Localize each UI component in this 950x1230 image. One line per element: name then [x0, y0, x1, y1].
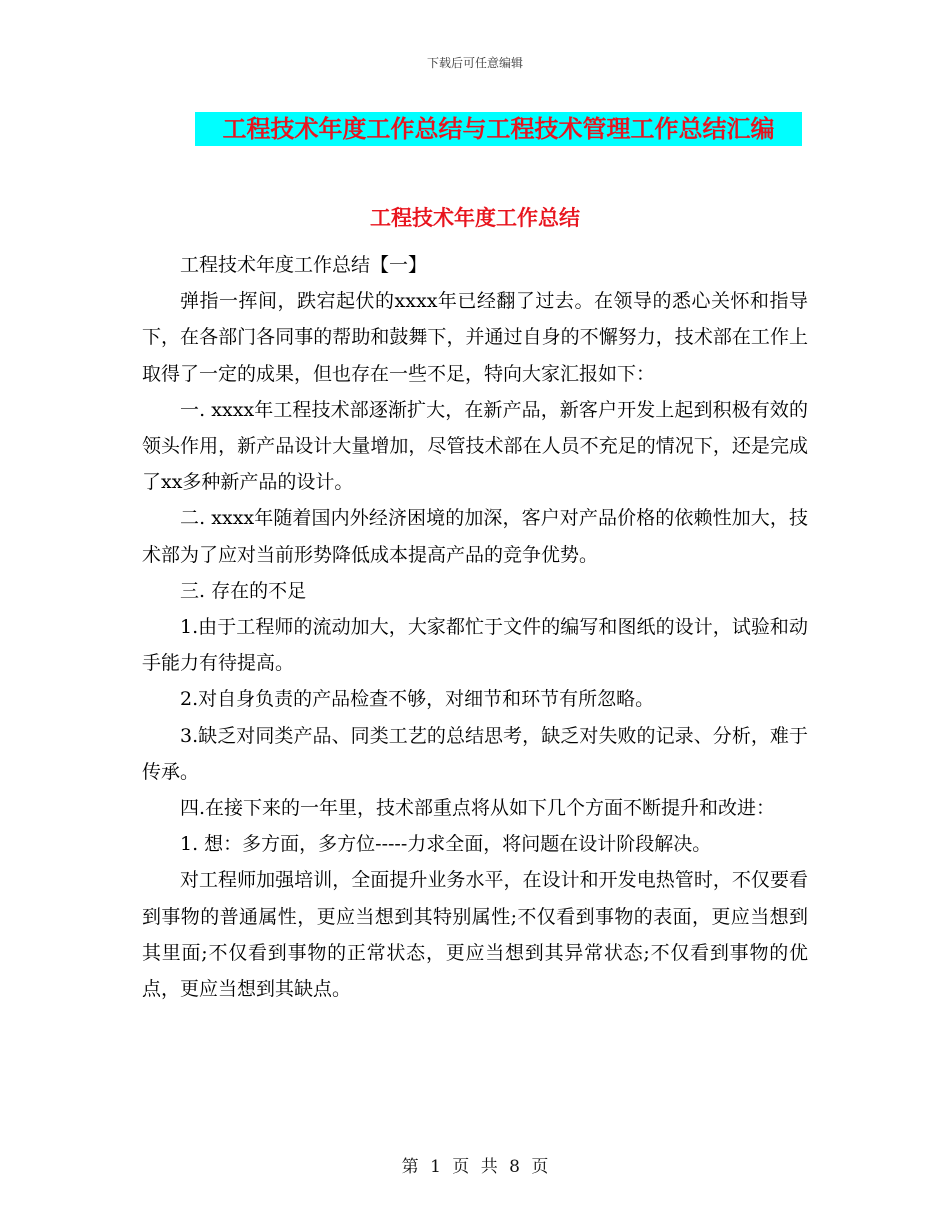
paragraph: 对工程师加强培训，全面提升业务水平，在设计和开发电热管时，不仅要看到事物的普通属性，更应当想到其特别属性;不仅看到事物的表面，更应当想到其里面;不仅看到事物的正常状态，更应当想到其异常状态;不仅看到事物的优点，更应当想到其缺点。: [142, 869, 808, 1001]
paragraph: 1. 想：多方面，多方位-----力求全面，将问题在设计阶段解决。: [180, 833, 712, 856]
header-note: 下载后可任意编辑: [426, 56, 523, 70]
section-title: 工程技术年度工作总结: [370, 205, 580, 230]
paragraph: 弹指一挥间，跌宕起伏的xxxx年已经翻了过去。在领导的悉心关怀和指导下，在各部门各同事的帮助和鼓舞下，并通过自身的不懈努力，技术部在工作上取得了一定的成果，但也存在一些不足，特向大家汇报如下：: [142, 290, 808, 385]
paragraph: 1.由于工程师的流动加大，大家都忙于文件的编写和图纸的设计，试验和动手能力有待提高。: [142, 616, 808, 675]
paragraph: 一. xxxx年工程技术部逐渐扩大，在新产品，新客户开发上起到积极有效的领头作用，新产品设计大量增加，尽管技术部在人员不充足的情况下，还是完成了xx多种新产品的设计。: [142, 398, 808, 494]
paragraph: 四.在接下来的一年里，技术部重点将从如下几个方面不断提升和改进：: [180, 797, 776, 820]
page-footer: 第 1 页 共 8 页: [401, 1157, 549, 1177]
paragraph: 3.缺乏对同类产品、同类工艺的总结思考，缺乏对失败的记录、分析，难于传承。: [142, 724, 808, 783]
paragraph: 三. 存在的不足: [180, 579, 307, 602]
main-title: 工程技术年度工作总结与工程技术管理工作总结汇编: [195, 112, 802, 146]
paragraph: 2.对自身负责的产品检查不够，对细节和环节有所忽略。: [180, 688, 655, 711]
paragraph: 二. xxxx年随着国内外经济困境的加深，客户对产品价格的依赖性加大，技术部为了应对当前形势降低成本提高产品的竞争优势。: [142, 507, 808, 566]
paragraph: 工程技术年度工作总结【一】: [180, 254, 428, 276]
body-text: [142, 247, 808, 1007]
